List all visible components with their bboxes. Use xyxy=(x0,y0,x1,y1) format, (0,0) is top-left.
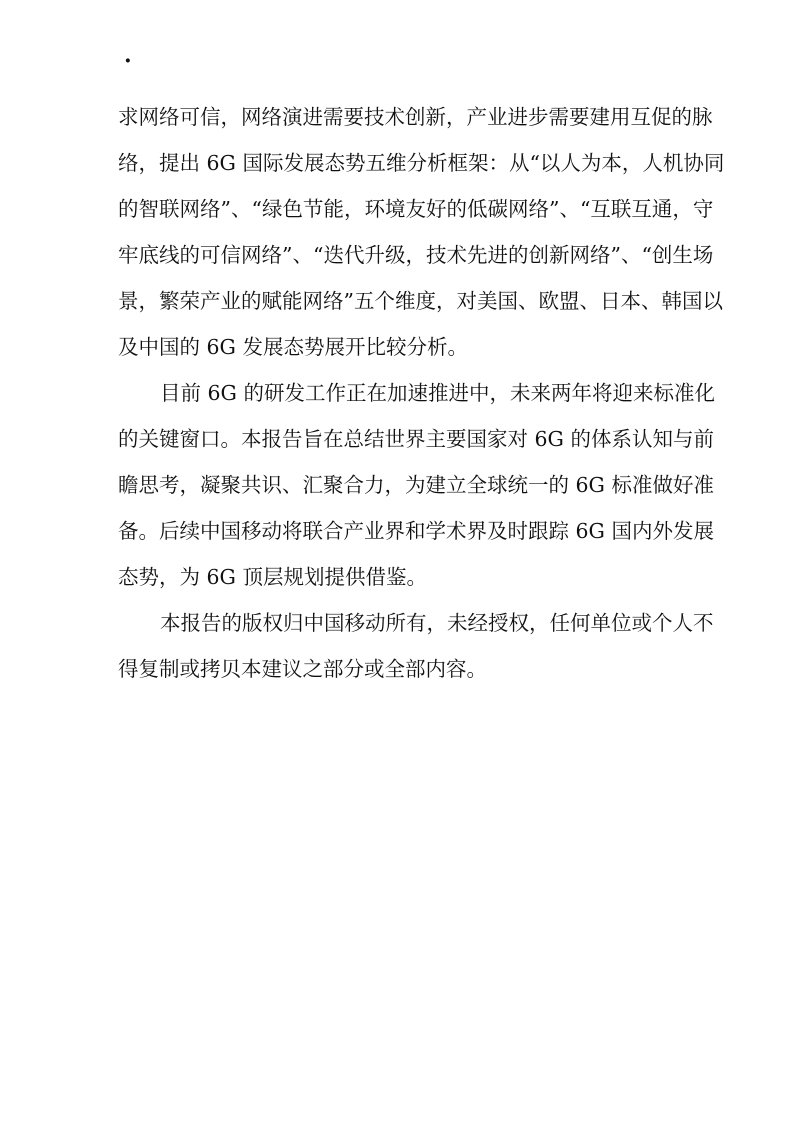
paragraph-2-line-4: 备。后续中国移动将联合产业界和学术界及时跟踪 6G 国内外发展 xyxy=(118,519,714,543)
paragraph-1-line-4: 牢底线的可信网络”、“迭代升级，技术先进的创新网络”、“创生场 xyxy=(118,243,714,267)
paragraph-1-line-1: 求网络可信，网络演进需要技术创新，产业进步需要建用互促的脉 xyxy=(118,105,713,129)
paragraph-2-line-1: 目前 6G 的研发工作正在加速推进中，未来两年将迎来标准化 xyxy=(160,381,715,405)
paragraph-1-line-5: 景，繁荣产业的赋能网络”五个维度，对美国、欧盟、日本、韩国以 xyxy=(118,289,723,313)
paragraph-2-line-3: 瞻思考，凝聚共识、汇聚合力，为建立全球统一的 6G 标准做好准 xyxy=(118,473,714,497)
page-marker: · xyxy=(124,48,132,74)
paragraph-1-line-3: 的智联网络”、“绿色节能，环境友好的低碳网络”、“互联互通，守 xyxy=(118,197,714,221)
paragraph-1-line-2: 络，提出 6G 国际发展态势五维分析框架：从“以人为本，人机协同 xyxy=(118,151,725,175)
paragraph-1-line-6: 及中国的 6G 发展态势展开比较分析。 xyxy=(118,335,468,359)
paragraph-2-line-2: 的关键窗口。本报告旨在总结世界主要国家对 6G 的体系认知与前 xyxy=(118,427,714,451)
paragraph-3-line-2: 得复制或拷贝本建议之部分或全部内容。 xyxy=(118,657,487,681)
paragraph-2-line-5: 态势，为 6G 顶层规划提供借鉴。 xyxy=(118,565,427,589)
paragraph-3-line-1: 本报告的版权归中国移动所有，未经授权，任何单位或个人不 xyxy=(160,611,714,635)
